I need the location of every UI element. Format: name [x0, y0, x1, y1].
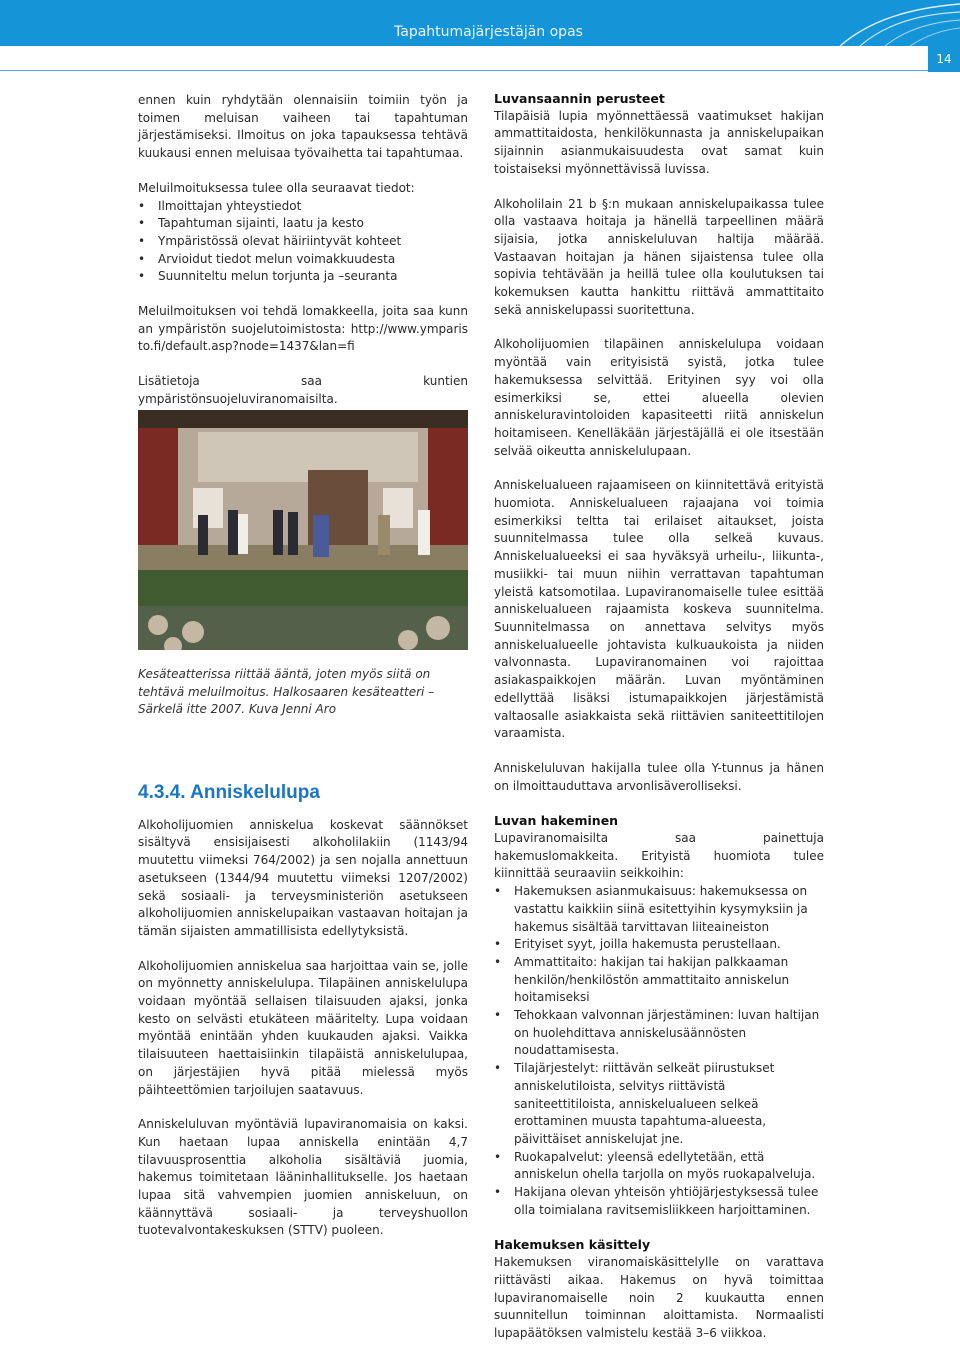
- paragraph: Tilapäisiä lupia myönnettäessä vaatimukset hakijan ammattitaidosta, henkilökunnasta ja anniskelupaikan sijainnin asianmukaisuudesta ovat samat kuin toistaiseksi myönnettävissä luvissa.: [494, 108, 824, 176]
- list-item: • Tilajärjestelyt: riittävän selkeät piirustukset anniskelutiloista, selvitys riittävistä saniteettitiloista, anniskelualueen selkeä erottaminen muusta tapahtuma-alueesta, päivittäiset anniskelujat jne.: [494, 1060, 824, 1149]
- page-number: 14: [928, 46, 960, 72]
- subheading: Luvansaannin perusteet: [494, 91, 665, 106]
- list-intro: Meluilmoituksessa tulee olla seuraavat tiedot:: [138, 180, 415, 195]
- paragraph: ennen kuin ryhdytään olennaisiin toimiin työn ja toimen meluisan vaiheen tai tapahtuman järjestämiseksi. Ilmoitus on joka tapauksessa tehtävä kuukausi ennen meluisaa työvaihetta tai tapahtumaa.: [138, 93, 468, 161]
- photo-caption: Kesäteatterissa riittää ääntä, joten myös siitä on tehtävä meluilmoitus. Halkosaaren kesäteatteri – Särkelä itte 2007. Kuva Jenni Aro: [138, 667, 435, 717]
- paragraph: Alkoholijuomien tilapäinen anniskelulupa voidaan myöntää vain erityisistä syistä, jotka tulee hakemuksessa selvittää. Erityinen syy voi olla esimerkiksi se, ettei alueella olevien anniskeluravintoloiden kapasiteetti riitä anniskelun hoitamiseen. Kenelläkään järjestäjällä ei ole itsestään selvää oikeutta anniskelulupaan.: [494, 337, 824, 458]
- paragraph: Alkoholijuomien anniskelua saa harjoittaa vain se, jolle on myönnetty anniskelulupa. Tilapäinen anniskelulupa voidaan myöntää sellaisen tilaisuuden ajaksi, jonka kesto on selvästi etukäteen määritelty. Lupa voidaan myöntää enintään yhden kuukauden ajaksi. Vaikka tilaisuuteen haettaisiinkin tilapäistä anniskelulupaa, on järjestäjien hyvä pitää mielessä myös päihteettömien tarjoilujen saatavuus.: [138, 958, 468, 1097]
- left-column-top: [138, 92, 468, 409]
- swoosh-decoration-icon: [830, 0, 960, 46]
- list-item: • Ammattitaito: hakijan tai hakijan palkkaaman henkilön/henkilöstön ammattitaito anniskelun hoitamiseksi: [494, 954, 824, 1007]
- notice-contents-list: [138, 198, 468, 287]
- paragraph: Lisätietoja saa kuntien ympäristönsuojeluviranomaisilta.: [138, 374, 468, 406]
- list-item: • Tapahtuman sijainti, laatu ja kesto: [138, 215, 468, 233]
- paragraph: Anniskeluluvan myöntäviä lupaviranomaisia on kaksi. Kun haetaan lupaa anniskella enintään 4,7 tilavuusprosenttia alkoholia sisältäviä juomia, hakemus toimitetaan lääninhallitukselle. Jos haetaan lupaa sitä vahvempien juomien anniskeluun, on käännyttävä sosiaali- ja terveyshuollon tuotevalvontakeskuksen (STTV) puoleen.: [138, 1117, 468, 1238]
- subheading: Luvan hakeminen: [494, 813, 619, 829]
- theatre-stage-photo: [138, 410, 468, 650]
- subheading: Hakemuksen käsittely: [494, 1237, 651, 1253]
- list-item: • Suunniteltu melun torjunta ja –seuranta: [138, 268, 468, 286]
- list-item: • Tehokkaan valvonnan järjestäminen: luvan haltijan on huolehdittava anniskelusäännösten noudattamisesta.: [494, 1007, 824, 1060]
- list-item: • Ympäristössä olevat häiriintyvät kohteet: [138, 233, 468, 251]
- paragraph: Anniskeluluvan hakijalla tulee olla Y-tunnus ja hänen on ilmoittauduttava arvonlisäverolliseksi.: [494, 760, 824, 793]
- page-header: [0, 0, 960, 46]
- header-title: Tapahtumajärjestäjän opas: [394, 24, 583, 40]
- paragraph: Lupaviranomaisilta saa painettuja hakemuslomakkeita. Erityistä huomiota tulee kiinnittää seuraaviin seikkoihin:: [494, 831, 824, 881]
- left-section: [138, 784, 468, 1240]
- right-column: [494, 90, 824, 1343]
- list-item: • Erityiset syyt, joilla hakemusta perustellaan.: [494, 936, 824, 954]
- paragraph: Alkoholijuomien anniskelua koskevat säännökset sisältyvä ensisijaisesti alkoholilakiin (1143/94 muutettu viimeksi 764/2002) ja sen nojalla annettuun asetukseen (1344/94 muutettu viimeksi 1207/2002) sekä sosiaali- ja terveysministeriön asetukseen alkoholijuomien anniskelupaikan vastaavan hoitajan ja tämän sijaisten ammatillisista edellytyksistä.: [138, 817, 468, 938]
- list-item: • Hakemuksen asianmukaisuus: hakemuksessa on vastattu kaikkiin siinä esitettyihin kysymyksiin ja hakemus sisältää tarvittavan liiteaineiston: [494, 883, 824, 936]
- paragraph: Alkoholilain 21 b §:n mukaan anniskelupaikassa tulee olla vastaava hoitaja ja hänellä tarpeellinen määrä sijaisia, jotka anniskeluluvan haltija määrää. Vastaavan hoitajan ja hänen sijaistensa tulee olla sopivia tehtävään ja heillä tulee olla koulutuksen tai kokemuksen kautta hankittu riittävä ammattitaito sekä anniskelupassi suoritettuna.: [494, 196, 824, 317]
- list-item: • Ilmoittajan yhteystiedot: [138, 198, 468, 216]
- application-checklist: [494, 883, 824, 1219]
- paragraph: Anniskelualueen rajaamiseen on kiinnitettävä erityistä huomiota. Anniskelualueen rajaajana voi toimia esimerkiksi teltta tai erilaiset aitaukset, joista suunnitelmassa tulee olla selkeä kuvaus. Anniskelualueeksi ei saa hyväksyä urheilu-, liikunta-, musiikki- tai muun niihin verrattavan tapahtuman yleistä katsomotilaa. Lupaviranomaiselle tulee esittää anniskelualueen rajaamista koskeva suunnitelma. Suunnitelmassa on annettava selvitys myös anniskelualueelle johtavista kulkuaukoista ja niiden valvonnasta. Lupaviranomainen voi rajoittaa asiakaspaikkojen määrän. Luvan myöntäminen edellyttää lisäksi istumapaikkojen järjestämistä valtaosalle asiakkaista sekä riittävien saniteettitilojen varaamista.: [494, 478, 824, 741]
- section-title: 4.3.4. Anniskelulupa: [138, 782, 320, 803]
- paragraph: Hakemuksen viranomaiskäsittelylle on varattava riittävästi aikaa. Hakemus on hyvä toimittaa lupaviranomaiselle noin 2 kuukautta ennen suunnitellun toiminnan aloittamista. Normaalisti lupapäätöksen valmistelu kestää 3–6 viikkoa.: [494, 1255, 824, 1340]
- left-column-bottom: [138, 666, 468, 719]
- paragraph: Meluilmoituksen voi tehdä lomakkeella, joita saa kunnan ympäristön suojelutoimistosta: http://www.ymparisto.fi/default.asp?node=1437&lan=fi: [138, 304, 468, 354]
- list-item: • Hakijana olevan yhteisön yhtiöjärjestyksessä tulee olla toimialana ravitsemisliikkeen harjoittaminen.: [494, 1184, 824, 1219]
- header-rule: [0, 70, 928, 71]
- list-item: • Ruokapalvelut: yleensä edellytetään, että anniskelun ohella tarjolla on myös ruokapalveluja.: [494, 1149, 824, 1184]
- list-item: • Arvioidut tiedot melun voimakkuudesta: [138, 251, 468, 269]
